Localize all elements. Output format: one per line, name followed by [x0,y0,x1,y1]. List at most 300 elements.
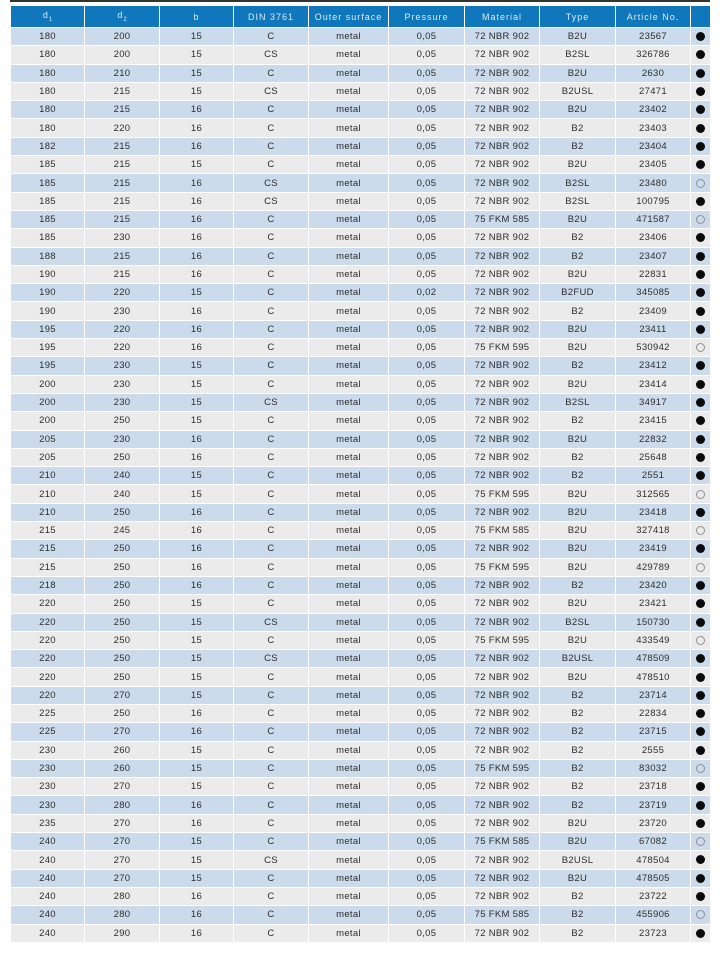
table-row [11,265,711,283]
table-row [11,741,711,759]
cell-article-no: 23403 [616,119,691,137]
cell-material: 72 NBR 902 [465,375,540,393]
cell-b: 15 [160,357,234,375]
cell-d1: 182 [11,137,85,155]
cell-d2: 250 [85,631,160,649]
col-header-material [465,6,540,28]
cell-pressure: 0,05 [389,302,465,320]
cell-d2: 280 [85,887,160,905]
cell-outer-surface: metal [309,558,389,576]
cell-pressure: 0,05 [389,339,465,357]
cell-availability [691,887,711,905]
cell-b: 16 [160,558,234,576]
cell-outer-surface: metal [309,375,389,393]
cell-pressure: 0,05 [389,101,465,119]
cell-material: 72 NBR 902 [465,723,540,741]
availability-empty-icon [696,636,705,645]
cell-b: 15 [160,741,234,759]
cell-din-3761: C [234,704,309,722]
cell-availability [691,284,711,302]
cell-d2: 215 [85,174,160,192]
cell-din-3761: C [234,448,309,466]
cell-outer-surface: metal [309,540,389,558]
col-header-subscript: 1 [48,16,53,23]
cell-d1: 240 [11,833,85,851]
table-row [11,467,711,485]
cell-din-3761: C [234,210,309,228]
cell-d1: 185 [11,210,85,228]
cell-material: 72 NBR 902 [465,412,540,430]
cell-outer-surface: metal [309,778,389,796]
cell-d1: 220 [11,668,85,686]
table-row [11,704,711,722]
availability-filled-icon [696,32,705,41]
cell-material: 72 NBR 902 [465,101,540,119]
cell-availability [691,101,711,119]
cell-type: B2U [540,339,616,357]
cell-material: 72 NBR 902 [465,229,540,247]
cell-material: 72 NBR 902 [465,46,540,64]
cell-b: 15 [160,82,234,100]
cell-b: 16 [160,339,234,357]
cell-material: 72 NBR 902 [465,741,540,759]
cell-d1: 240 [11,869,85,887]
cell-b: 15 [160,467,234,485]
cell-d2: 270 [85,814,160,832]
cell-din-3761: CS [234,613,309,631]
availability-filled-icon [696,709,705,718]
cell-d1: 230 [11,796,85,814]
cell-availability [691,814,711,832]
cell-article-no: 22831 [616,265,691,283]
cell-b: 15 [160,778,234,796]
availability-filled-icon [696,124,705,133]
cell-b: 16 [160,247,234,265]
table-row [11,631,711,649]
cell-b: 16 [160,430,234,448]
cell-d2: 270 [85,869,160,887]
cell-material: 72 NBR 902 [465,320,540,338]
availability-filled-icon [696,325,705,334]
table-row [11,430,711,448]
cell-outer-surface: metal [309,137,389,155]
cell-pressure: 0,05 [389,540,465,558]
cell-type: B2 [540,686,616,704]
col-header-pressure [389,6,465,28]
cell-d1: 185 [11,229,85,247]
cell-b: 16 [160,119,234,137]
cell-d1: 195 [11,339,85,357]
cell-din-3761: CS [234,851,309,869]
cell-availability [691,650,711,668]
cell-d2: 215 [85,101,160,119]
cell-d2: 250 [85,650,160,668]
cell-outer-surface: metal [309,229,389,247]
cell-availability [691,210,711,228]
cell-d1: 215 [11,558,85,576]
cell-outer-surface: metal [309,741,389,759]
cell-d1: 225 [11,723,85,741]
availability-filled-icon [696,87,705,96]
cell-d1: 215 [11,522,85,540]
cell-article-no: 23405 [616,156,691,174]
cell-d1: 190 [11,284,85,302]
cell-article-no: 23418 [616,503,691,521]
cell-outer-surface: metal [309,265,389,283]
cell-d2: 250 [85,540,160,558]
cell-type: B2SL [540,192,616,210]
cell-article-no: 23720 [616,814,691,832]
cell-material: 72 NBR 902 [465,924,540,942]
cell-din-3761: C [234,485,309,503]
cell-outer-surface: metal [309,814,389,832]
cell-din-3761: C [234,833,309,851]
cell-d2: 230 [85,229,160,247]
cell-d1: 180 [11,101,85,119]
table-row [11,869,711,887]
cell-d1: 235 [11,814,85,832]
cell-d2: 230 [85,393,160,411]
cell-outer-surface: metal [309,46,389,64]
cell-availability [691,174,711,192]
table-row [11,82,711,100]
cell-d1: 225 [11,704,85,722]
cell-d2: 245 [85,522,160,540]
cell-outer-surface: metal [309,833,389,851]
cell-outer-surface: metal [309,485,389,503]
cell-availability [691,796,711,814]
cell-din-3761: C [234,467,309,485]
cell-d2: 250 [85,576,160,594]
cell-b: 15 [160,833,234,851]
cell-outer-surface: metal [309,430,389,448]
cell-pressure: 0,05 [389,119,465,137]
cell-article-no: 433549 [616,631,691,649]
cell-article-no: 23402 [616,101,691,119]
table-row [11,375,711,393]
cell-outer-surface: metal [309,156,389,174]
cell-d1: 240 [11,851,85,869]
cell-din-3761: C [234,540,309,558]
cell-outer-surface: metal [309,668,389,686]
table-row [11,448,711,466]
cell-b: 16 [160,229,234,247]
table-row [11,156,711,174]
cell-pressure: 0,05 [389,906,465,924]
cell-din-3761: C [234,119,309,137]
table-row [11,778,711,796]
cell-b: 15 [160,759,234,777]
cell-outer-surface: metal [309,82,389,100]
cell-b: 16 [160,522,234,540]
cell-d2: 230 [85,302,160,320]
availability-filled-icon [696,673,705,682]
availability-filled-icon [696,874,705,883]
cell-din-3761: CS [234,46,309,64]
cell-outer-surface: metal [309,631,389,649]
cell-b: 15 [160,393,234,411]
cell-material: 72 NBR 902 [465,82,540,100]
cell-type: B2SL [540,393,616,411]
cell-material: 72 NBR 902 [465,778,540,796]
cell-availability [691,119,711,137]
cell-din-3761: C [234,686,309,704]
cell-material: 72 NBR 902 [465,119,540,137]
cell-d1: 230 [11,759,85,777]
cell-pressure: 0,05 [389,668,465,686]
cell-article-no: 23722 [616,887,691,905]
cell-outer-surface: metal [309,522,389,540]
cell-availability [691,302,711,320]
cell-outer-surface: metal [309,302,389,320]
cell-d2: 280 [85,796,160,814]
cell-outer-surface: metal [309,192,389,210]
cell-type: B2SL [540,174,616,192]
cell-din-3761: C [234,339,309,357]
cell-pressure: 0,05 [389,174,465,192]
cell-d2: 250 [85,595,160,613]
cell-d2: 270 [85,686,160,704]
availability-empty-icon [696,563,705,572]
cell-din-3761: CS [234,650,309,668]
cell-article-no: 83032 [616,759,691,777]
cell-din-3761: C [234,869,309,887]
cell-d2: 250 [85,613,160,631]
cell-d1: 220 [11,613,85,631]
cell-type: B2U [540,64,616,82]
cell-d2: 215 [85,82,160,100]
cell-pressure: 0,05 [389,723,465,741]
cell-b: 16 [160,906,234,924]
availability-filled-icon [696,288,705,297]
cell-pressure: 0,05 [389,82,465,100]
cell-availability [691,265,711,283]
cell-pressure: 0,05 [389,522,465,540]
cell-outer-surface: metal [309,503,389,521]
cell-type: B2FUD [540,284,616,302]
availability-filled-icon [696,398,705,407]
cell-d2: 270 [85,778,160,796]
table-row [11,833,711,851]
cell-material: 72 NBR 902 [465,796,540,814]
cell-pressure: 0,05 [389,686,465,704]
table-row [11,101,711,119]
availability-filled-icon [696,691,705,700]
cell-b: 16 [160,924,234,942]
cell-outer-surface: metal [309,467,389,485]
cell-material: 72 NBR 902 [465,613,540,631]
cell-d2: 200 [85,28,160,46]
cell-pressure: 0,05 [389,192,465,210]
table-row [11,247,711,265]
cell-d1: 240 [11,887,85,905]
cell-availability [691,869,711,887]
availability-filled-icon [696,508,705,517]
cell-availability [691,723,711,741]
cell-article-no: 23718 [616,778,691,796]
cell-d1: 220 [11,650,85,668]
cell-type: B2U [540,522,616,540]
cell-d2: 230 [85,375,160,393]
cell-din-3761: C [234,156,309,174]
cell-din-3761: CS [234,82,309,100]
cell-material: 72 NBR 902 [465,540,540,558]
cell-type: B2SL [540,46,616,64]
cell-din-3761: C [234,723,309,741]
cell-pressure: 0,05 [389,833,465,851]
cell-type: B2 [540,796,616,814]
cell-d1: 240 [11,906,85,924]
cell-d2: 215 [85,137,160,155]
cell-din-3761: C [234,558,309,576]
cell-outer-surface: metal [309,357,389,375]
cell-pressure: 0,05 [389,229,465,247]
cell-pressure: 0,05 [389,448,465,466]
cell-b: 15 [160,613,234,631]
table-row [11,796,711,814]
cell-d1: 180 [11,46,85,64]
cell-din-3761: CS [234,174,309,192]
cell-type: B2U [540,485,616,503]
cell-b: 15 [160,869,234,887]
availability-filled-icon [696,435,705,444]
cell-din-3761: C [234,668,309,686]
col-header-subscript: 2 [123,16,127,23]
cell-material: 72 NBR 902 [465,156,540,174]
cell-type: B2USL [540,650,616,668]
cell-d1: 200 [11,375,85,393]
col-header-label: DIN 3761 [247,11,295,22]
cell-b: 15 [160,485,234,503]
cell-d1: 190 [11,265,85,283]
cell-article-no: 22834 [616,704,691,722]
cell-outer-surface: metal [309,613,389,631]
cell-din-3761: C [234,631,309,649]
cell-d1: 210 [11,503,85,521]
cell-article-no: 478509 [616,650,691,668]
cell-b: 15 [160,631,234,649]
cell-d1: 200 [11,412,85,430]
cell-d1: 220 [11,631,85,649]
cell-article-no: 67082 [616,833,691,851]
cell-outer-surface: metal [309,650,389,668]
cell-article-no: 23719 [616,796,691,814]
cell-type: B2U [540,558,616,576]
cell-article-no: 27471 [616,82,691,100]
cell-outer-surface: metal [309,412,389,430]
cell-type: B2 [540,906,616,924]
cell-b: 16 [160,503,234,521]
cell-pressure: 0,05 [389,503,465,521]
cell-availability [691,320,711,338]
table-row [11,576,711,594]
cell-outer-surface: metal [309,119,389,137]
cell-din-3761: C [234,430,309,448]
cell-d2: 270 [85,723,160,741]
cell-d2: 210 [85,64,160,82]
cell-din-3761: C [234,284,309,302]
cell-outer-surface: metal [309,393,389,411]
cell-availability [691,833,711,851]
cell-b: 15 [160,650,234,668]
cell-d1: 220 [11,686,85,704]
cell-d2: 220 [85,339,160,357]
cell-din-3761: C [234,28,309,46]
cell-din-3761: C [234,924,309,942]
cell-b: 15 [160,686,234,704]
cell-pressure: 0,05 [389,814,465,832]
cell-b: 15 [160,64,234,82]
cell-article-no: 23714 [616,686,691,704]
availability-empty-icon [696,179,705,188]
col-header-label: Type [565,11,590,22]
table-row [11,46,711,64]
cell-type: B2 [540,247,616,265]
cell-material: 72 NBR 902 [465,887,540,905]
cell-article-no: 150730 [616,613,691,631]
cell-type: B2 [540,778,616,796]
cell-article-no: 2551 [616,467,691,485]
cell-b: 16 [160,540,234,558]
cell-pressure: 0,05 [389,558,465,576]
cell-outer-surface: metal [309,906,389,924]
cell-pressure: 0,05 [389,851,465,869]
table-row [11,558,711,576]
cell-type: B2 [540,887,616,905]
cell-availability [691,339,711,357]
cell-article-no: 22832 [616,430,691,448]
cell-type: B2U [540,265,616,283]
table-row [11,686,711,704]
cell-material: 72 NBR 902 [465,302,540,320]
cell-availability [691,229,711,247]
table-row [11,814,711,832]
cell-type: B2U [540,210,616,228]
table-row [11,320,711,338]
cell-b: 15 [160,412,234,430]
cell-availability [691,430,711,448]
cell-pressure: 0,05 [389,210,465,228]
table-row [11,595,711,613]
table-row [11,522,711,540]
cell-b: 15 [160,28,234,46]
cell-din-3761: C [234,759,309,777]
cell-type: B2U [540,320,616,338]
col-header-d1 [11,6,85,28]
cell-pressure: 0,05 [389,924,465,942]
cell-pressure: 0,05 [389,796,465,814]
availability-filled-icon [696,471,705,480]
table-row [11,64,711,82]
cell-type: B2 [540,467,616,485]
cell-material: 72 NBR 902 [465,64,540,82]
cell-pressure: 0,05 [389,247,465,265]
cell-outer-surface: metal [309,320,389,338]
cell-material: 75 FKM 595 [465,339,540,357]
cell-din-3761: C [234,503,309,521]
cell-material: 72 NBR 902 [465,576,540,594]
cell-type: B2 [540,357,616,375]
cell-d2: 250 [85,668,160,686]
cell-material: 72 NBR 902 [465,393,540,411]
cell-pressure: 0,05 [389,595,465,613]
cell-article-no: 23404 [616,137,691,155]
cell-material: 72 NBR 902 [465,174,540,192]
availability-filled-icon [696,69,705,78]
cell-din-3761: C [234,137,309,155]
cell-article-no: 530942 [616,339,691,357]
cell-availability [691,686,711,704]
